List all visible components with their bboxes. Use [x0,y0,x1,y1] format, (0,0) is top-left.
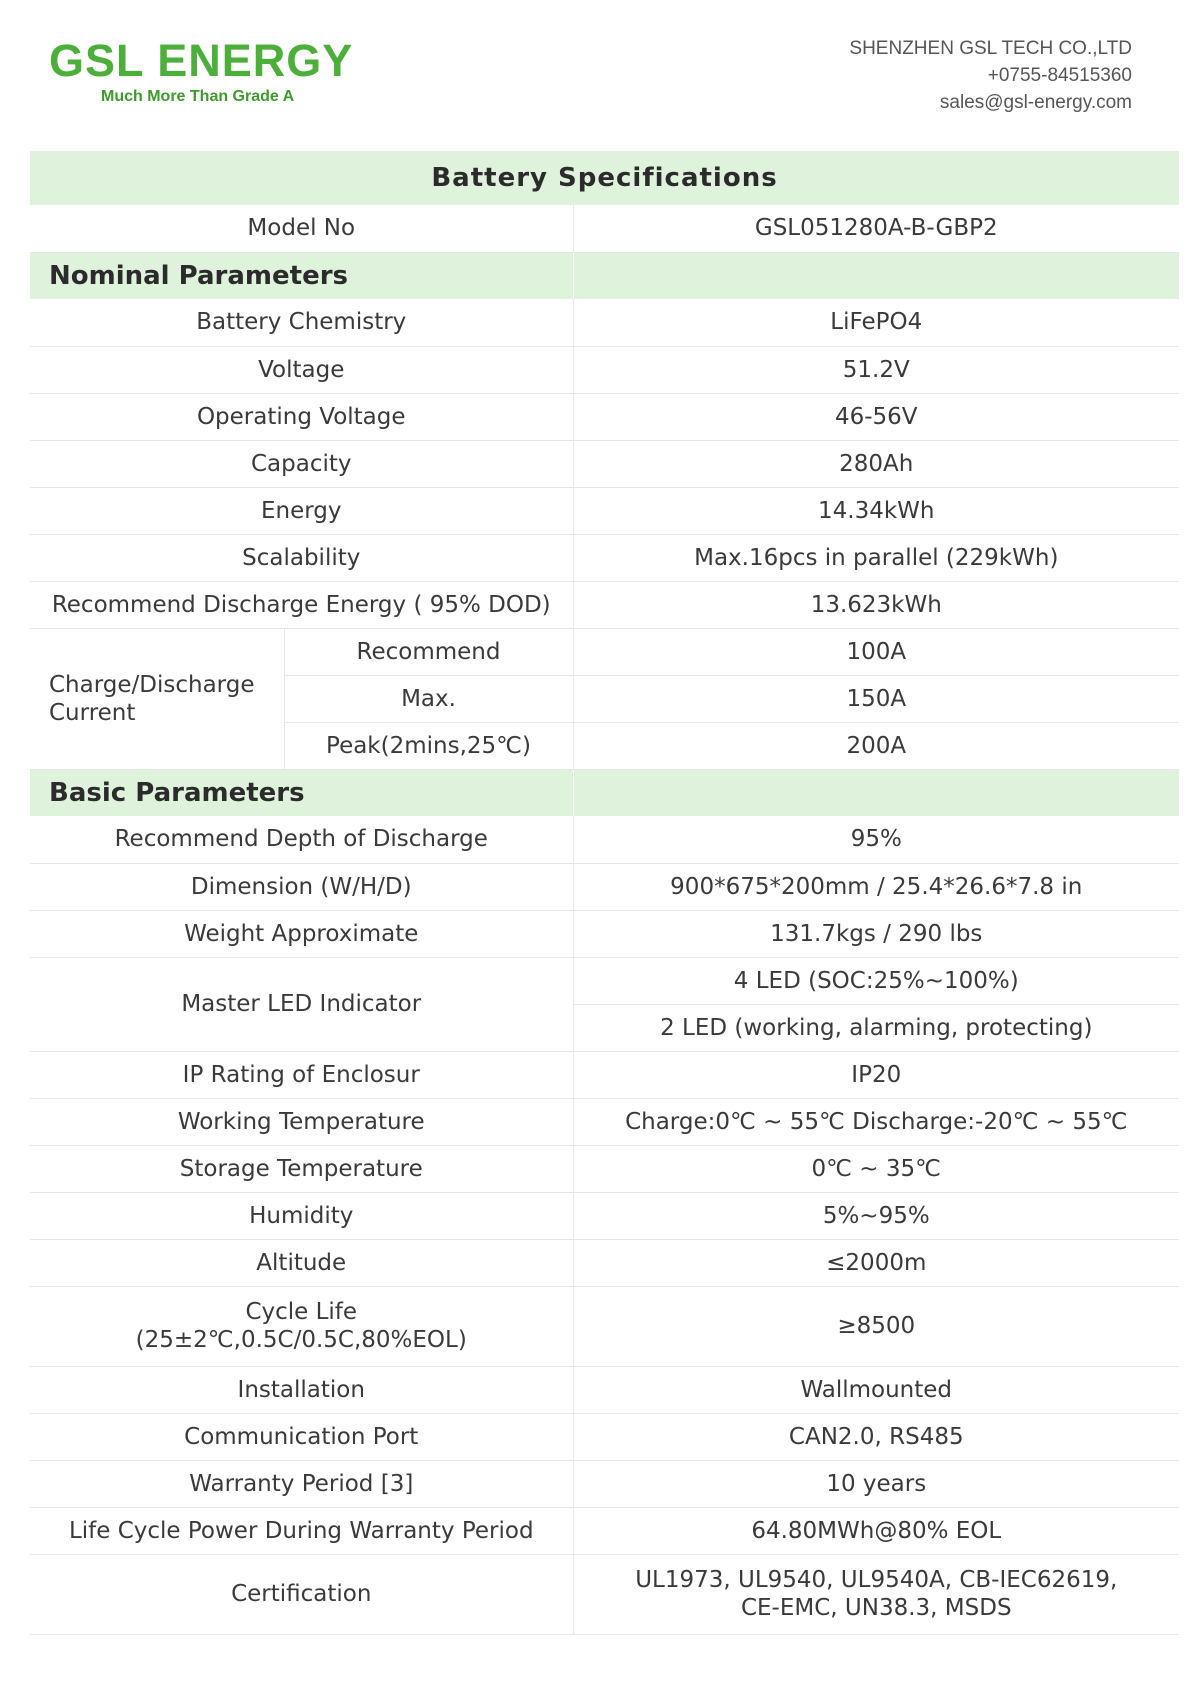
section-header-basic [30,769,1179,816]
spec-value: 2 LED (working, alarming, protecting) [573,1004,1179,1051]
table-row [30,1145,1179,1192]
spec-label: Storage Temperature [30,1145,573,1192]
table-row [30,1098,1179,1145]
spec-label: Operating Voltage [30,393,573,440]
spec-label: Scalability [30,534,573,581]
table-title-row [30,151,1179,205]
spec-label: Recommend Discharge Energy ( 95% DOD) [30,581,573,628]
section-fill [573,769,1179,816]
spec-value: 14.34kWh [573,487,1179,534]
spec-label: Altitude [30,1239,573,1286]
table-row [30,346,1179,393]
table-row [30,1460,1179,1507]
table-row [30,581,1179,628]
spec-label: Warranty Period [3] [30,1460,573,1507]
spec-value: 200A [573,722,1179,769]
current-sub-label: Recommend [284,628,573,675]
spec-value: 900*675*200mm / 25.4*26.6*7.8 in [573,863,1179,910]
table-row [30,205,1179,252]
spec-value: ≥8500 [573,1286,1179,1366]
cert-line1: UL1973, UL9540, UL9540A, CB-IEC62619, [635,1567,1118,1593]
spec-value: 100A [573,628,1179,675]
spec-value: Max.16pcs in parallel (229kWh) [573,534,1179,581]
spec-value: LiFePO4 [573,299,1179,346]
current-label-line2: Current [49,699,136,726]
spec-label: Life Cycle Power During Warranty Period [30,1507,573,1554]
section-title: Nominal Parameters [30,252,573,299]
company-name: SHENZHEN GSL TECH CO.,LTD [849,38,1132,59]
spec-value: 13.623kWh [573,581,1179,628]
spec-value: 280Ah [573,440,1179,487]
spec-value: 46-56V [573,393,1179,440]
table-row [30,1192,1179,1239]
contact-block [849,35,1132,116]
table-row [30,534,1179,581]
table-row [30,1554,1179,1634]
spec-label: Communication Port [30,1413,573,1460]
table-row [30,299,1179,346]
spec-label: Model No [30,205,573,252]
table-row [30,1051,1179,1098]
cycle-label-line1: Cycle Life [245,1299,358,1325]
current-label-line1: Charge/Discharge [49,671,255,698]
spec-label: Recommend Depth of Discharge [30,816,573,863]
table-title: Battery Specifications [30,151,1179,205]
spec-value-certification [573,1554,1179,1634]
table-row [30,1286,1179,1366]
spec-label: Humidity [30,1192,573,1239]
spec-value: 64.80MWh@80% EOL [573,1507,1179,1554]
spec-label: Installation [30,1366,573,1413]
email-address: sales@gsl-energy.com [939,92,1132,113]
cert-line2: CE-EMC, UN38.3, MSDS [740,1595,1012,1621]
spec-value: ≤2000m [573,1239,1179,1286]
spec-value: 4 LED (SOC:25%~100%) [573,957,1179,1004]
spec-label: Voltage [30,346,573,393]
spec-value: Wallmounted [573,1366,1179,1413]
spec-label: Dimension (W/H/D) [30,863,573,910]
spec-value: GSL051280A-B-GBP2 [573,205,1179,252]
table-row [30,816,1179,863]
cycle-label-line2: (25±2℃,0.5C/0.5C,80%EOL) [135,1327,467,1353]
table-row [30,487,1179,534]
table-row [30,910,1179,957]
table-row [30,1507,1179,1554]
spec-label: Battery Chemistry [30,299,573,346]
spec-label: Weight Approximate [30,910,573,957]
spec-value: 10 years [573,1460,1179,1507]
current-sub-label: Max. [284,675,573,722]
spec-value: 51.2V [573,346,1179,393]
spec-label: Certification [30,1554,573,1634]
brand-name: GSL ENERGY [49,35,354,86]
brand-logo [49,35,354,105]
table-row [30,628,1179,675]
spec-value: Charge:0℃ ~ 55℃ Discharge:-20℃ ~ 55℃ [573,1098,1179,1145]
section-title: Basic Parameters [30,769,573,816]
section-header-nominal [30,252,1179,299]
spec-label: Capacity [30,440,573,487]
spec-value: 150A [573,675,1179,722]
spec-value: 131.7kgs / 290 lbs [573,910,1179,957]
spec-value: 5%~95% [573,1192,1179,1239]
spec-value: CAN2.0, RS485 [573,1413,1179,1460]
table-row [30,393,1179,440]
spec-label: Energy [30,487,573,534]
table-row [30,1239,1179,1286]
brand-tagline: Much More Than Grade A [101,88,295,105]
table-row [30,1366,1179,1413]
section-fill [573,252,1179,299]
spec-label-cycle-life [30,1286,573,1366]
spec-label: Working Temperature [30,1098,573,1145]
current-sub-label: Peak(2mins,25℃) [284,722,573,769]
table-row [30,863,1179,910]
spec-value: IP20 [573,1051,1179,1098]
spec-value: 95% [573,816,1179,863]
spec-value: 0℃ ~ 35℃ [573,1145,1179,1192]
spec-table [30,151,1179,1635]
table-row [30,957,1179,1004]
phone-number: +0755-84515360 [987,65,1132,86]
table-row [30,1413,1179,1460]
spec-label: Master LED Indicator [30,957,573,1051]
current-group-label [30,628,284,769]
table-row [30,440,1179,487]
spec-label: IP Rating of Enclosur [30,1051,573,1098]
